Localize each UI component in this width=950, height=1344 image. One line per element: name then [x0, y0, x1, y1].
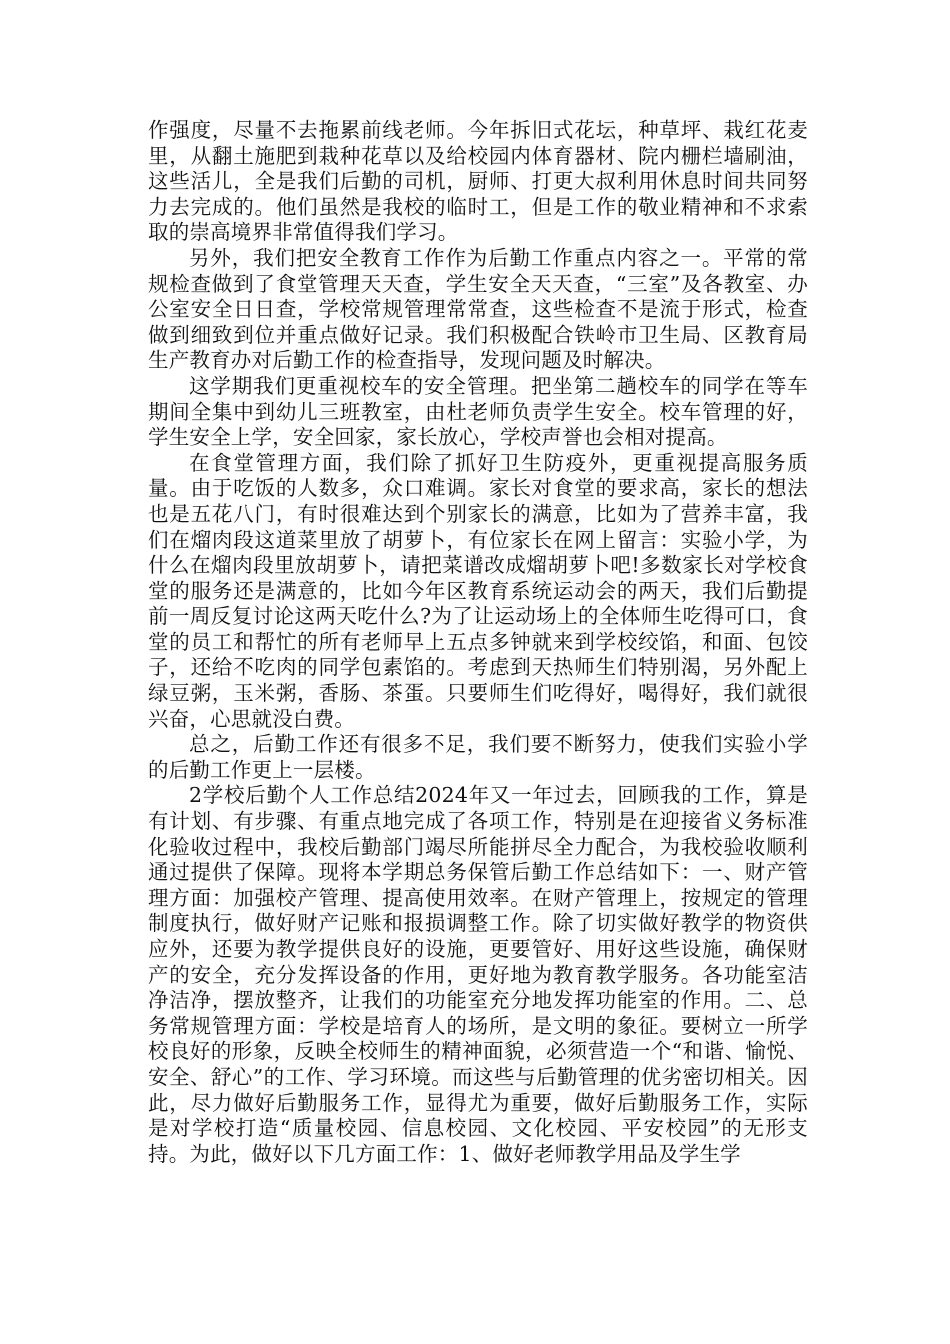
paragraph-5: 总之，后勤工作还有很多不足，我们要不断努力，使我们实验小学的后勤工作更上一层楼。 — [148, 732, 808, 782]
paragraph-4: 在食堂管理方面，我们除了抓好卫生防疫外，更重视提高服务质量。由于吃饭的人数多，众口难调。家长对食堂的要求高，家长的想法也是五花八门，有时很难达到个别家长的满意，比如为了营养丰富，我们在熘肉段这道菜里放了胡萝卜，有位家长在网上留言：实验小学，为什么在熘肉段里放胡萝卜，请把菜谱改成熘胡萝卜吧!多数家长对学校食堂的服务还是满意的，比如今年区教育系统运动会的两天，我们后勤提前一周反复讨论这两天吃什么?为了让运动场上的全体师生吃得可口，食堂的员工和帮忙的所有老师早上五点多钟就来到学校绞馅，和面、包饺子，还给不吃肉的同学包素馅的。考虑到天热师生们特别渴，另外配上绿豆粥，玉米粥，香肠、茶蛋。只要师生们吃得好，喝得好，我们就很兴奋，心思就没白费。 — [148, 450, 808, 731]
paragraph-2: 另外，我们把安全教育工作作为后勤工作重点内容之一。平常的常规检查做到了食堂管理天天查，学生安全天天查，“三室”及各教室、办公室安全日日查，学校常规管理常常查，这些检查不是流于形式，检查做到细致到位并重点做好记录。我们积极配合铁岭市卫生局、区教育局生产教育办对后勤工作的检查指导，发现问题及时解决。 — [148, 245, 808, 373]
paragraph-1: 作强度，尽量不去拖累前线老师。今年拆旧式花坛，种草坪、栽红花麦里，从翻土施肥到栽种花草以及给校园内体育器材、院内栅栏墙刷油，这些活儿，全是我们后勤的司机，厨师、打更大叔利用休息时间共同努力去完成的。他们虽然是我校的临时工，但是工作的敬业精神和不求索取的崇高境界非常值得我们学习。 — [148, 118, 808, 245]
paragraph-3: 这学期我们更重视校车的安全管理。把坐第二趟校车的同学在等车期间全集中到幼儿三班教室，由杜老师负责学生安全。校车管理的好，学生安全上学，安全回家，家长放心，学校声誉也会相对提高。 — [148, 373, 808, 450]
document-body — [148, 118, 808, 1167]
paragraph-6: 2学校后勤个人工作总结2024年又一年过去，回顾我的工作，算是有计划、有步骤、有重点地完成了各项工作，特别是在迎接省义务标准化验收过程中，我校后勤部门竭尽所能拼尽全力配合，为我校验收顺利通过提供了保障。现将本学期总务保管后勤工作总结如下：一、财产管理方面：加强校产管理、提高使用效率。在财产管理上，按规定的管理制度执行，做好财产记账和报损调整工作。除了切实做好教学的物资供应外，还要为教学提供良好的设施，更要管好、用好这些设施，确保财产的安全，充分发挥设备的作用，更好地为教育教学服务。各功能室洁净洁净，摆放整齐，让我们的功能室充分地发挥功能室的作用。二、总务常规管理方面：学校是培育人的场所，是文明的象征。要树立一所学校良好的形象，反映全校师生的精神面貌，必须营造一个“和谐、愉悦、安全、舒心”的工作、学习环境。而这些与后勤管理的优劣密切相关。因此，尽力做好后勤服务工作，显得尤为重要，做好后勤服务工作，实际是对学校打造“质量校园、信息校园、文化校园、平安校园”的无形支持。为此，做好以下几方面工作：1、做好老师教学用品及学生学 — [148, 783, 808, 1166]
